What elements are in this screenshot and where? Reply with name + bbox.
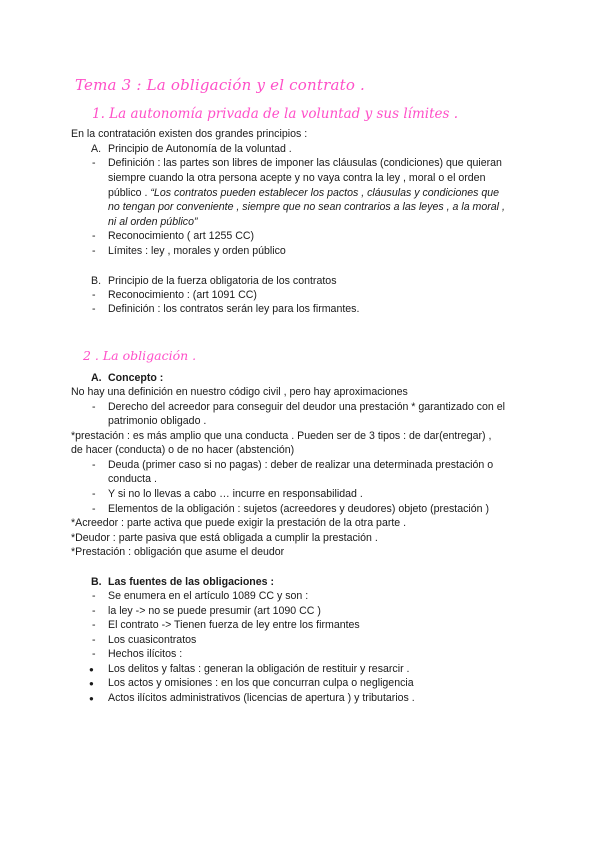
dash-marker: -	[92, 459, 96, 471]
section-1-heading: 1. La autonomía privada de la voluntad y sus límites .	[92, 106, 459, 122]
definition-text: público .	[108, 187, 151, 199]
dash-marker: -	[92, 605, 96, 617]
page-title: Tema 3 : La obligación y el contrato .	[75, 76, 365, 94]
list-item: Límites : ley , morales y orden público	[108, 245, 286, 257]
list-item: El contrato -> Tienen fuerza de ley entre los firmantes	[108, 619, 360, 631]
text-line: Y si no lo llevas a cabo … incurre en responsabilidad .	[108, 488, 363, 500]
section-1-intro: En la contratación existen dos grandes principios :	[71, 128, 308, 140]
text-line: *prestación : es más amplio que una conducta . Pueden ser de 3 tipos : de dar(entregar) ,	[71, 430, 492, 442]
list-item: Hechos ilícitos :	[108, 648, 183, 660]
bullet-icon: ●	[89, 665, 94, 674]
list-item: la ley -> no se puede presumir (art 1090 CC )	[108, 605, 321, 617]
section-2-heading: 2 . La obligación .	[83, 348, 197, 363]
text-line: conducta .	[108, 473, 157, 485]
quote-line: ni al orden público”	[108, 216, 198, 228]
principle-b-label: Principio de la fuerza obligatoria de los contratos	[108, 275, 337, 287]
principle-a-label: Principio de Autonomía de la voluntad .	[108, 143, 292, 155]
text-line: Deuda (primer caso si no pagas) : deber de realizar una determinada prestación o	[108, 459, 494, 471]
list-item: Reconocimiento ( art 1255 CC)	[108, 230, 255, 242]
list-item: Los actos y omisiones : en los que concurran culpa o negligencia	[108, 677, 414, 689]
list-item: Los cuasicontratos	[108, 634, 197, 646]
list-item: Actos ilícitos administrativos (licencias de apertura ) y tributarios .	[108, 692, 415, 704]
dash-marker: -	[92, 401, 96, 413]
text-line: Derecho del acreedor para conseguir del deudor una prestación * garantizado con el	[108, 401, 505, 413]
list-item: Se enumera en el artículo 1089 CC y son :	[108, 590, 309, 602]
list-marker: A.	[91, 372, 102, 384]
list-item: Definición : los contratos serán ley para los firmantes.	[108, 303, 360, 315]
list-item: Los delitos y faltas : generan la obligación de restituir y resarcir .	[108, 663, 410, 675]
dash-marker: -	[92, 590, 96, 602]
text-line: patrimonio obligado .	[108, 415, 207, 427]
list-item: Reconocimiento : (art 1091 CC)	[108, 289, 257, 301]
bullet-icon: ●	[89, 679, 94, 688]
list-marker: B.	[91, 576, 102, 588]
text-line: No hay una definición en nuestro código civil , pero hay aproximaciones	[71, 386, 408, 398]
text-line: *Prestación : obligación que asume el deudor	[71, 546, 285, 558]
list-marker: B.	[91, 275, 102, 287]
definition-line: siempre cuando la otra persona acepte y no vaya contra la ley , moral o el orden	[108, 172, 486, 184]
dash-marker: -	[92, 488, 96, 500]
dash-marker: -	[92, 230, 96, 242]
dash-marker: -	[92, 634, 96, 646]
concept-label: Concepto :	[108, 372, 164, 384]
sources-label: Las fuentes de las obligaciones :	[108, 576, 275, 588]
dash-marker: -	[92, 503, 96, 515]
text-line: *Acreedor : parte activa que puede exigir la prestación de la otra parte .	[71, 517, 407, 529]
definition-line: Definición : las partes son libres de imponer las cláusulas (condiciones) que quieran	[108, 157, 502, 169]
quote-line: no tengan por conveniente , siempre que no sean contrarios a las leyes , a la moral ,	[108, 201, 505, 213]
dash-marker: -	[92, 619, 96, 631]
text-line: Elementos de la obligación : sujetos (acreedores y deudores) objeto (prestación )	[108, 503, 489, 515]
definition-line	[108, 187, 499, 200]
list-marker: A.	[91, 143, 102, 155]
bullet-icon: ●	[89, 694, 94, 703]
dash-marker: -	[92, 157, 96, 169]
text-line: *Deudor : parte pasiva que está obligada a cumplir la prestación .	[71, 532, 378, 544]
text-line: de hacer (conducta) o de no hacer (abstención)	[71, 444, 295, 456]
quote-text: “Los contratos pueden establecer los pactos , cláusulas y condiciones que	[150, 187, 500, 199]
dash-marker: -	[92, 245, 96, 257]
dash-marker: -	[92, 303, 96, 315]
dash-marker: -	[92, 648, 96, 660]
dash-marker: -	[92, 289, 96, 301]
